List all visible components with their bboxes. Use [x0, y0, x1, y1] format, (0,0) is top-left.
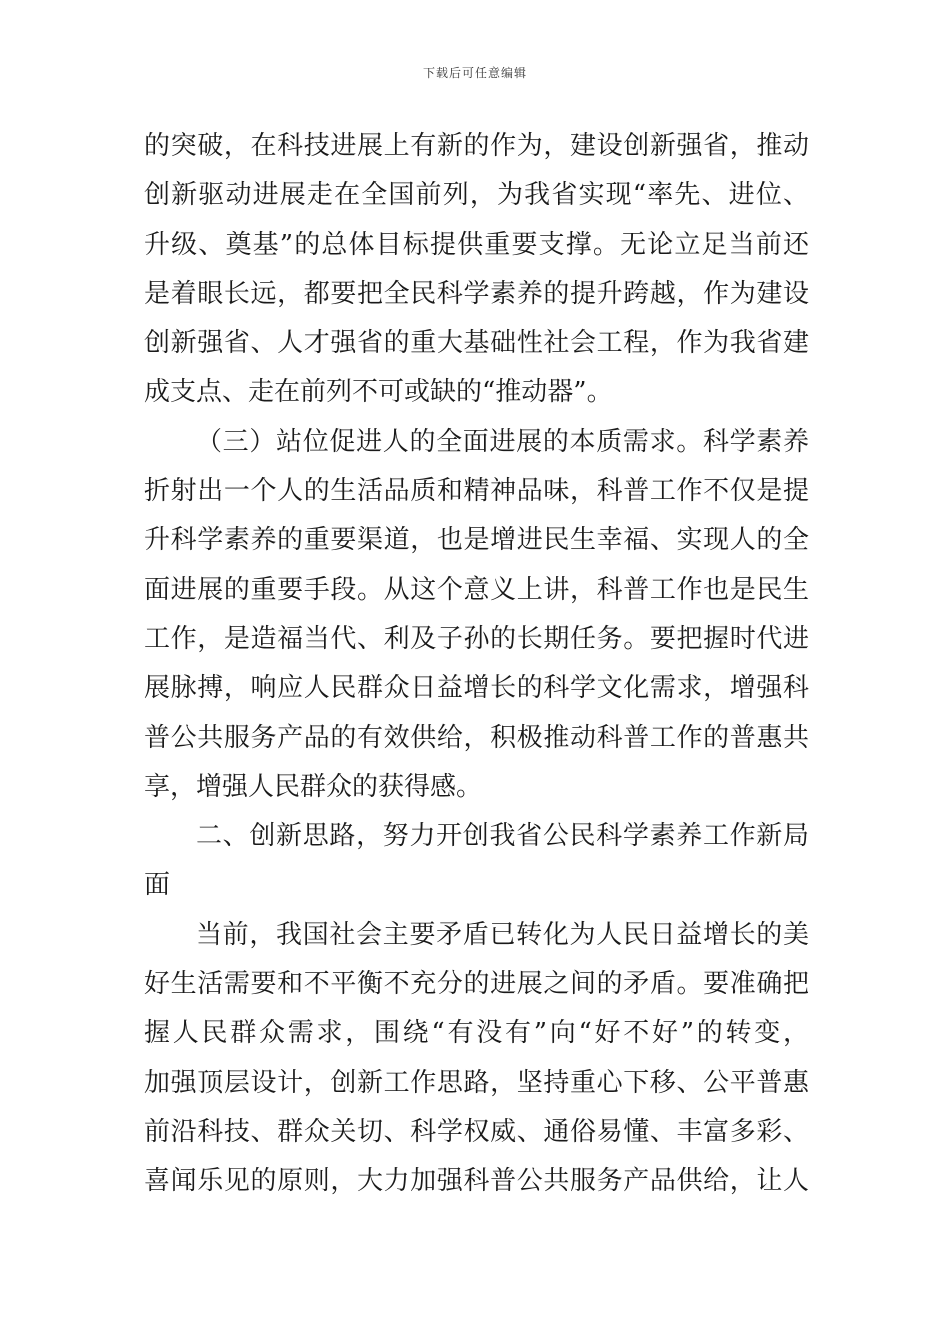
text-line: 喜闻乐见的原则，大力加强科普公共服务产品供给，让人 [144, 1166, 809, 1197]
text-line: 加强顶层设计，创新工作思路，坚持重心下移、公平普惠 [144, 1067, 809, 1098]
text-line: 握人民群众需求，围绕“有没有”向“好不好”的转变， [144, 1018, 809, 1049]
text-line: 的突破，在科技进展上有新的作为，建设创新强省，推动 [144, 131, 809, 161]
text-line: 当前，我国社会主要矛盾已转化为人民日益增长的美 [196, 919, 809, 950]
text-line: 前沿科技、群众关切、科学权威、通俗易懂、丰富多彩、 [144, 1116, 809, 1147]
text-line: 二、创新思路，努力开创我省公民科学素养工作新局 [196, 821, 809, 852]
text-line: 展脉搏，响应人民群众日益增长的科学文化需求，增强科 [144, 673, 809, 704]
text-line: （三）站位促进人的全面进展的本质需求。科学素养 [196, 426, 809, 457]
text-line: 创新强省、人才强省的重大基础性社会工程，作为我省建 [144, 328, 809, 359]
text-line: 工作，是造福当代、利及子孙的长期任务。要把握时代进 [144, 623, 809, 654]
text-line: 升级、奠基”的总体目标提供重要支撑。无论立足当前还 [144, 229, 809, 260]
text-line: 升科学素养的重要渠道，也是增进民生幸福、实现人的全 [144, 525, 809, 556]
text-line: 面 [144, 870, 171, 901]
text-line: 创新驱动进展走在全国前列，为我省实现“率先、进位、 [144, 180, 809, 211]
text-line: 成支点、走在前列不可或缺的“推动器”。 [144, 377, 613, 408]
text-line: 享，增强人民群众的获得感。 [144, 771, 483, 802]
text-line: 是着眼长远，都要把全民科学素养的提升跨越，作为建设 [144, 278, 809, 309]
page-header: 下载后可任意编辑 [422, 66, 527, 80]
text-line: 折射出一个人的生活品质和精神品味，科普工作不仅是提 [144, 476, 809, 507]
document-body [144, 122, 809, 1207]
text-line: 好生活需要和不平衡不充分的进展之间的矛盾。要准确把 [144, 969, 809, 1000]
text-line: 面进展的重要手段。从这个意义上讲，科普工作也是民生 [144, 574, 809, 605]
text-line: 普公共服务产品的有效供给，积极推动科普工作的普惠共 [144, 722, 809, 753]
